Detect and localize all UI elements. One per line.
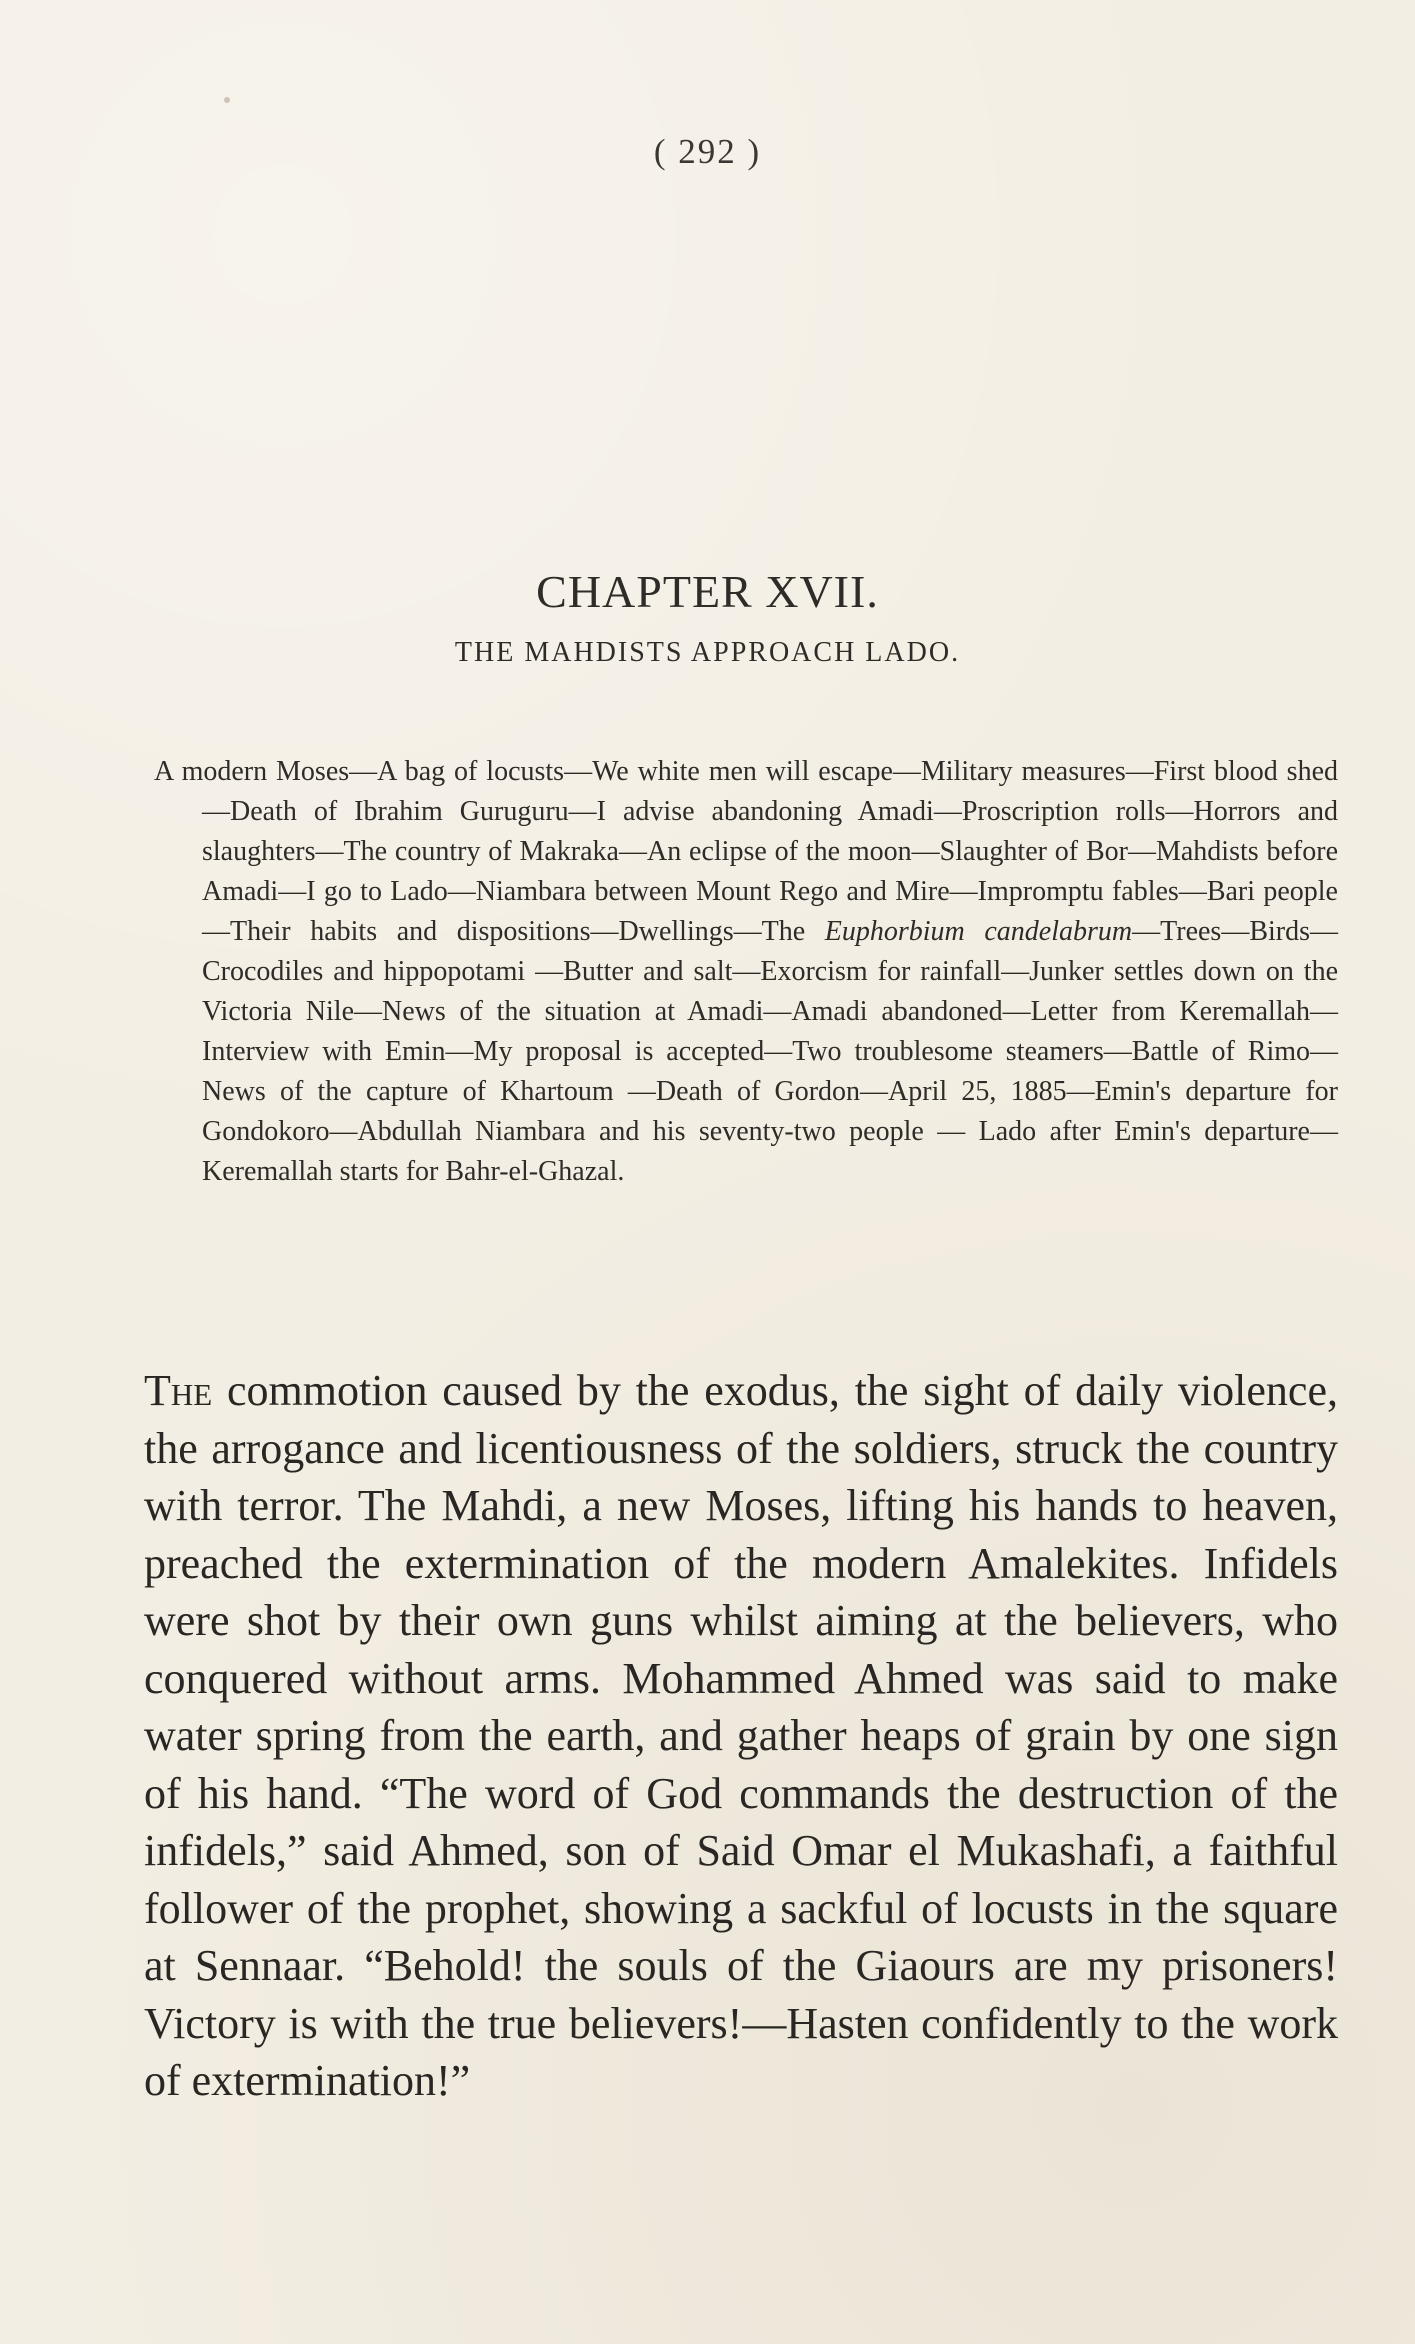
summary-text-end: —Trees—Birds—Crocodiles and hippopotami —Butter and salt—Exorcism for rainfall—Junker settles down on the Victoria Nile—News of the situation at Amadi—Amadi abandoned—Letter from Keremallah—Interview with Emin—My proposal is accepted—Two troublesome steamers—Battle of Rimo—News of the capture of Khartoum —Death of Gordon—April 25, 1885—Emin's departure for Gondokoro—Abdullah Niambara and his seventy-two people — Lado after Emin's departure—Keremallah starts for Bahr-el-Ghazal.	[202, 916, 1338, 1187]
body-first-word: The	[144, 1366, 213, 1415]
summary-italic-term: Euphorbium candelabrum	[824, 916, 1133, 947]
paper-speck	[224, 97, 230, 103]
summary-text-start: A modern Moses—A bag of locusts—We white men will escape—Military measures—First blood shed—Death of Ibrahim Guruguru—I advise abandoning Amadi—Proscription rolls—Horrors and slaughters—The country of Makraka—An eclipse of the moon—Slaughter of Bor—Mahdists before Amadi—I go to Lado—Niambara between Mount Rego and Mire—Impromptu fables—Bari people—Their habits and dispositions—Dwellings—The	[154, 756, 1338, 947]
body-text: commotion caused by the exodus, the sight of daily violence, the arrogance and licentiousness of the soldiers, struck the country with terror. The Mahdi, a new Moses, lifting his hands to heaven, preached the extermination of the modern Amalekites. Infidels were shot by their own guns whilst aiming at the believers, who conquered without arms. Mohammed Ahmed was said to make water spring from the earth, and gather heaps of grain by one sign of his hand. “The word of God commands the destruction of the infidels,” said Ahmed, son of Said Omar el Mukashafi, a faithful follower of the prophet, showing a sackful of locusts in the square at Sennaar. “Behold! the souls of the Giaours are my prisoners! Victory is with the true believers!—Hasten confidently to the work of extermination!”	[144, 1366, 1338, 2105]
chapter-subtitle: THE MAHDISTS APPROACH LADO.	[454, 637, 961, 668]
chapter-summary	[154, 752, 1338, 1192]
chapter-title: CHAPTER XVII.	[536, 565, 879, 617]
body-paragraph	[144, 1362, 1338, 2110]
page-number: ( 292 )	[653, 132, 762, 171]
